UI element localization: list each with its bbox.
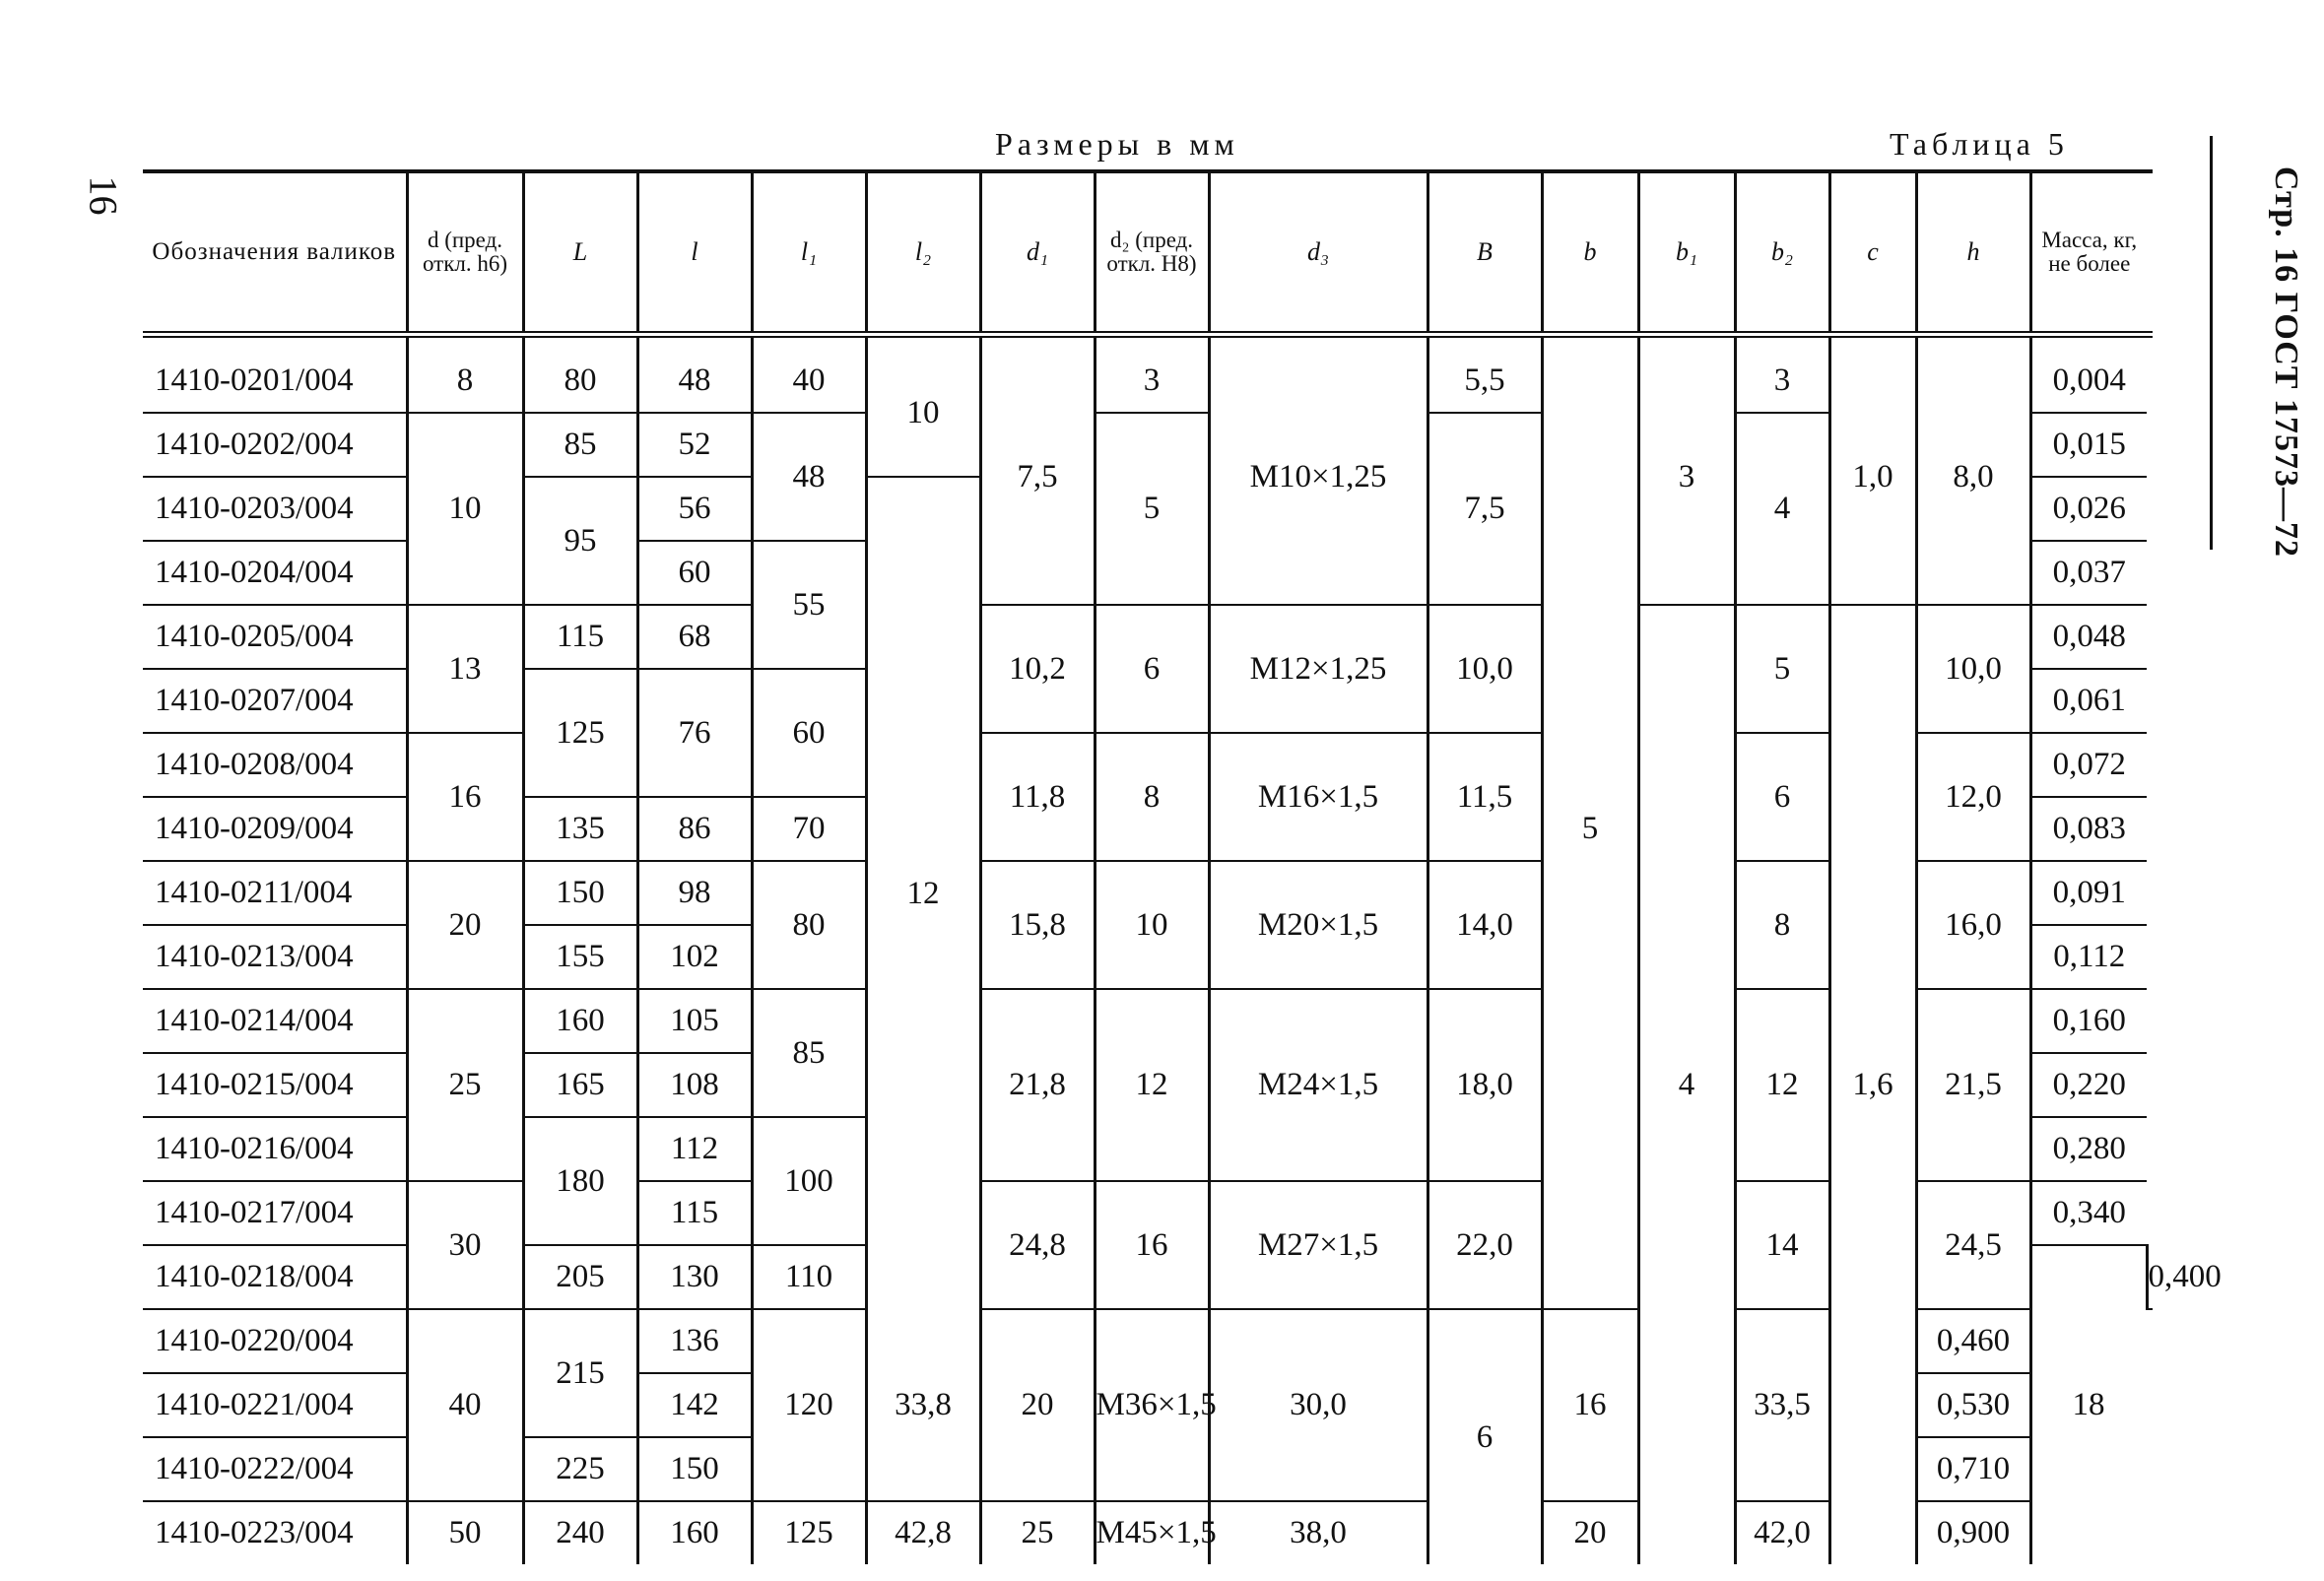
cell-L: 205 [523, 1245, 637, 1309]
cell-d2: 5 [1095, 413, 1209, 605]
cell-l: 112 [637, 1117, 752, 1181]
cell-code: 1410-0215/004 [143, 1053, 407, 1117]
cell-l: 150 [637, 1437, 752, 1501]
cell-d2: 12 [1095, 989, 1209, 1181]
cell-l: 76 [637, 669, 752, 797]
cell-l: 86 [637, 797, 752, 861]
cell-d3: M24×1,5 [1209, 989, 1428, 1181]
cell-L: 240 [523, 1501, 637, 1564]
cell-code: 1410-0205/004 [143, 605, 407, 669]
cell-d1: 10,2 [980, 605, 1095, 733]
cell-B: 30,0 [1209, 1309, 1428, 1501]
cell-l1: 110 [752, 1245, 866, 1309]
cell-code: 1410-0201/004 [143, 335, 407, 414]
cell-b2: 14 [1735, 1181, 1829, 1309]
cell-code: 1410-0211/004 [143, 861, 407, 925]
cell-B: 38,0 [1209, 1501, 1428, 1564]
cell-code: 1410-0208/004 [143, 733, 407, 797]
header-l2: l₂ [866, 171, 980, 335]
cell-mass: 0,710 [1916, 1437, 2030, 1501]
header-l1: l₁ [752, 171, 866, 335]
cell-code: 1410-0223/004 [155, 1515, 354, 1550]
cell-h: 24,5 [1916, 1181, 2030, 1309]
cell-l2: 10 [866, 335, 980, 478]
cell-l: 130 [637, 1245, 752, 1309]
cell-b1: 4 [1638, 605, 1735, 1564]
cell-l1: 40 [752, 335, 866, 414]
cell-L: 135 [523, 797, 637, 861]
cell-L: 115 [523, 605, 637, 669]
header-B: B [1428, 171, 1542, 335]
cell-b2: 16 [1542, 1309, 1638, 1501]
cell-l1: 125 [752, 1501, 866, 1564]
cell-l: 102 [637, 925, 752, 989]
cell-d3: M36×1,5 [1095, 1309, 1209, 1501]
cell-l: 60 [637, 541, 752, 605]
cell-mass: 0,004 [2030, 335, 2147, 414]
cell-B: 5,5 [1428, 335, 1542, 414]
page-number: 16 [81, 175, 126, 216]
cell-mass: 0,160 [2030, 989, 2147, 1053]
cell-d: 8 [407, 335, 523, 414]
header-b: b [1542, 171, 1638, 335]
cell-h: 10,0 [1916, 605, 2030, 733]
header-L: L [523, 171, 637, 335]
cell-l1: 80 [752, 861, 866, 989]
table-row [143, 605, 2153, 669]
cell-L: 125 [523, 669, 637, 797]
cell-mass: 0,400 [2147, 1245, 2153, 1309]
cell-code: 1410-0204/004 [143, 541, 407, 605]
cell-code: 1410-0213/004 [143, 925, 407, 989]
cell-d: 30 [407, 1181, 523, 1309]
cell-l1: 85 [752, 989, 866, 1117]
cell-h: 21,5 [1916, 989, 2030, 1181]
header-b2: b₂ [1735, 171, 1829, 335]
cell-B: 22,0 [1428, 1181, 1542, 1309]
cell-L: 150 [523, 861, 637, 925]
side-running-header: Стр. 16 ГОСТ 17573—72 [2268, 166, 2304, 559]
cell-b2: 8 [1735, 861, 1829, 989]
cell-d2: 25 [980, 1501, 1095, 1564]
cell-l: 115 [637, 1181, 752, 1245]
table-label: Таблица 5 [1890, 126, 2069, 162]
cell-mass: 0,015 [2030, 413, 2147, 477]
cell-l: 48 [637, 335, 752, 414]
cell-d1: 24,8 [980, 1181, 1095, 1309]
cell-h: 16,0 [1916, 861, 2030, 989]
cell-d: 20 [407, 861, 523, 989]
cell-l1: 55 [752, 541, 866, 669]
header-l: l [637, 171, 752, 335]
header-d: d (пред. откл. h6) [407, 171, 523, 335]
cell-B: 18,0 [1428, 989, 1542, 1181]
cell-L: 160 [523, 989, 637, 1053]
cell-d2: 20 [980, 1309, 1095, 1501]
header-row [143, 171, 2153, 335]
cell-code: 1410-0218/004 [143, 1245, 407, 1309]
cell-l1: 100 [752, 1117, 866, 1245]
cell-b1: 3 [1638, 335, 1735, 606]
cell-d: 13 [407, 605, 523, 733]
cell-l: 108 [637, 1053, 752, 1117]
cell-mass: 0,112 [2030, 925, 2147, 989]
cell-l1: 48 [752, 413, 866, 541]
cell-l2: 18 [2030, 1245, 2147, 1564]
cell-c: 1,6 [1829, 605, 1916, 1564]
cell-d3: M20×1,5 [1209, 861, 1428, 989]
cell-h: 42,0 [1735, 1501, 1829, 1564]
cell-L: 180 [523, 1117, 637, 1245]
header-d3: d₃ [1209, 171, 1428, 335]
cell-mass: 0,460 [1916, 1309, 2030, 1373]
cell-h: 33,5 [1735, 1309, 1829, 1501]
dimensions-table-wrap [143, 169, 2222, 1564]
header-h: h [1916, 171, 2030, 335]
cell-d: 50 [407, 1501, 523, 1564]
cell-code: 1410-0203/004 [143, 477, 407, 541]
cell-code: 1410-0220/004 [143, 1309, 407, 1373]
cell-d2: 3 [1095, 335, 1209, 414]
cell-L: 85 [523, 413, 637, 477]
cell-l1: 60 [752, 669, 866, 797]
cell-d1: 42,8 [866, 1501, 980, 1564]
cell-d1: 33,8 [866, 1309, 980, 1501]
cell-d3: M10×1,25 [1209, 335, 1428, 606]
cell-L: 215 [523, 1309, 637, 1437]
cell-d3: M16×1,5 [1209, 733, 1428, 861]
cell-mass: 0,072 [2030, 733, 2147, 797]
cell-l1: 120 [752, 1309, 866, 1501]
cell-h: 8,0 [1916, 335, 2030, 606]
cell-mass: 0,083 [2030, 797, 2147, 861]
cell-code: 1410-0214/004 [143, 989, 407, 1053]
cell-c: 1,0 [1829, 335, 1916, 606]
cell-l1: 70 [752, 797, 866, 861]
header-d2: d₂ (пред. откл. H8) [1095, 171, 1209, 335]
cell-b2: 4 [1735, 413, 1829, 605]
cell-mass: 0,091 [2030, 861, 2147, 925]
cell-d1: 7,5 [980, 335, 1095, 606]
cell-b2: 20 [1542, 1501, 1638, 1564]
cell-B: 7,5 [1428, 413, 1542, 605]
cell-h: 12,0 [1916, 733, 2030, 861]
cell-l: 160 [637, 1501, 752, 1564]
cell-d3: M45×1,5 [1095, 1501, 1209, 1564]
side-rule [2210, 136, 2213, 550]
cell-l: 52 [637, 413, 752, 477]
cell-l: 68 [637, 605, 752, 669]
cell-b2: 5 [1735, 605, 1829, 733]
cell-l: 142 [637, 1373, 752, 1437]
cell-L: 95 [523, 477, 637, 605]
cell-l: 98 [637, 861, 752, 925]
header-b1: b₁ [1638, 171, 1735, 335]
cell-mass: 0,061 [2030, 669, 2147, 733]
cell-L: 165 [523, 1053, 637, 1117]
cell-code: 1410-0202/004 [143, 413, 407, 477]
cell-d1: 21,8 [980, 989, 1095, 1181]
cell-l: 136 [637, 1309, 752, 1373]
cell-L: 80 [523, 335, 637, 414]
cell-d: 40 [407, 1309, 523, 1501]
cell-b2: 12 [1735, 989, 1829, 1181]
cell-B: 10,0 [1428, 605, 1542, 733]
cell-d3: M27×1,5 [1209, 1181, 1428, 1309]
cell-mass: 0,037 [2030, 541, 2147, 605]
dimensions-table [143, 169, 2222, 1564]
cell-code: 1410-0209/004 [143, 797, 407, 861]
cell-mass: 0,900 [1916, 1501, 2030, 1564]
cell-mass: 0,220 [2030, 1053, 2147, 1117]
cell-mass: 0,530 [1916, 1373, 2030, 1437]
cell-mass: 0,340 [2030, 1181, 2147, 1245]
cell-b2: 6 [1735, 733, 1829, 861]
cell-code: 1410-0222/004 [143, 1437, 407, 1501]
cell-code: 1410-0217/004 [143, 1181, 407, 1245]
cell-mass: 0,026 [2030, 477, 2147, 541]
cell-d2: 8 [1095, 733, 1209, 861]
cell-l: 105 [637, 989, 752, 1053]
cell-B: 14,0 [1428, 861, 1542, 989]
cell-code: 1410-0221/004 [143, 1373, 407, 1437]
units-caption: Размеры в мм [995, 126, 1239, 162]
table-row [143, 335, 2153, 414]
cell-l2: 12 [866, 477, 980, 1309]
header-c: c [1829, 171, 1916, 335]
cell-b2: 3 [1735, 335, 1829, 414]
cell-d1: 15,8 [980, 861, 1095, 989]
cell-mass: 0,048 [2030, 605, 2147, 669]
cell-l: 56 [637, 477, 752, 541]
header-mass: Масса, кг, не более [2030, 171, 2147, 335]
cell-d2: 6 [1095, 605, 1209, 733]
cell-d: 16 [407, 733, 523, 861]
cell-d2: 10 [1095, 861, 1209, 989]
header-d1: d₁ [980, 171, 1095, 335]
cell-d2: 16 [1095, 1181, 1209, 1309]
cell-d: 25 [407, 989, 523, 1181]
cell-code: 1410-0216/004 [143, 1117, 407, 1181]
cell-B: 11,5 [1428, 733, 1542, 861]
cell-d3: M12×1,25 [1209, 605, 1428, 733]
cell-L: 225 [523, 1437, 637, 1501]
cell-code: 1410-0207/004 [143, 669, 407, 733]
cell-d: 10 [407, 413, 523, 605]
cell-b: 5 [1542, 335, 1638, 1310]
cell-b: 6 [1428, 1309, 1542, 1564]
header-designation: Обозначения валиков [152, 237, 397, 265]
cell-d1: 11,8 [980, 733, 1095, 861]
cell-mass: 0,280 [2030, 1117, 2147, 1181]
cell-L: 155 [523, 925, 637, 989]
